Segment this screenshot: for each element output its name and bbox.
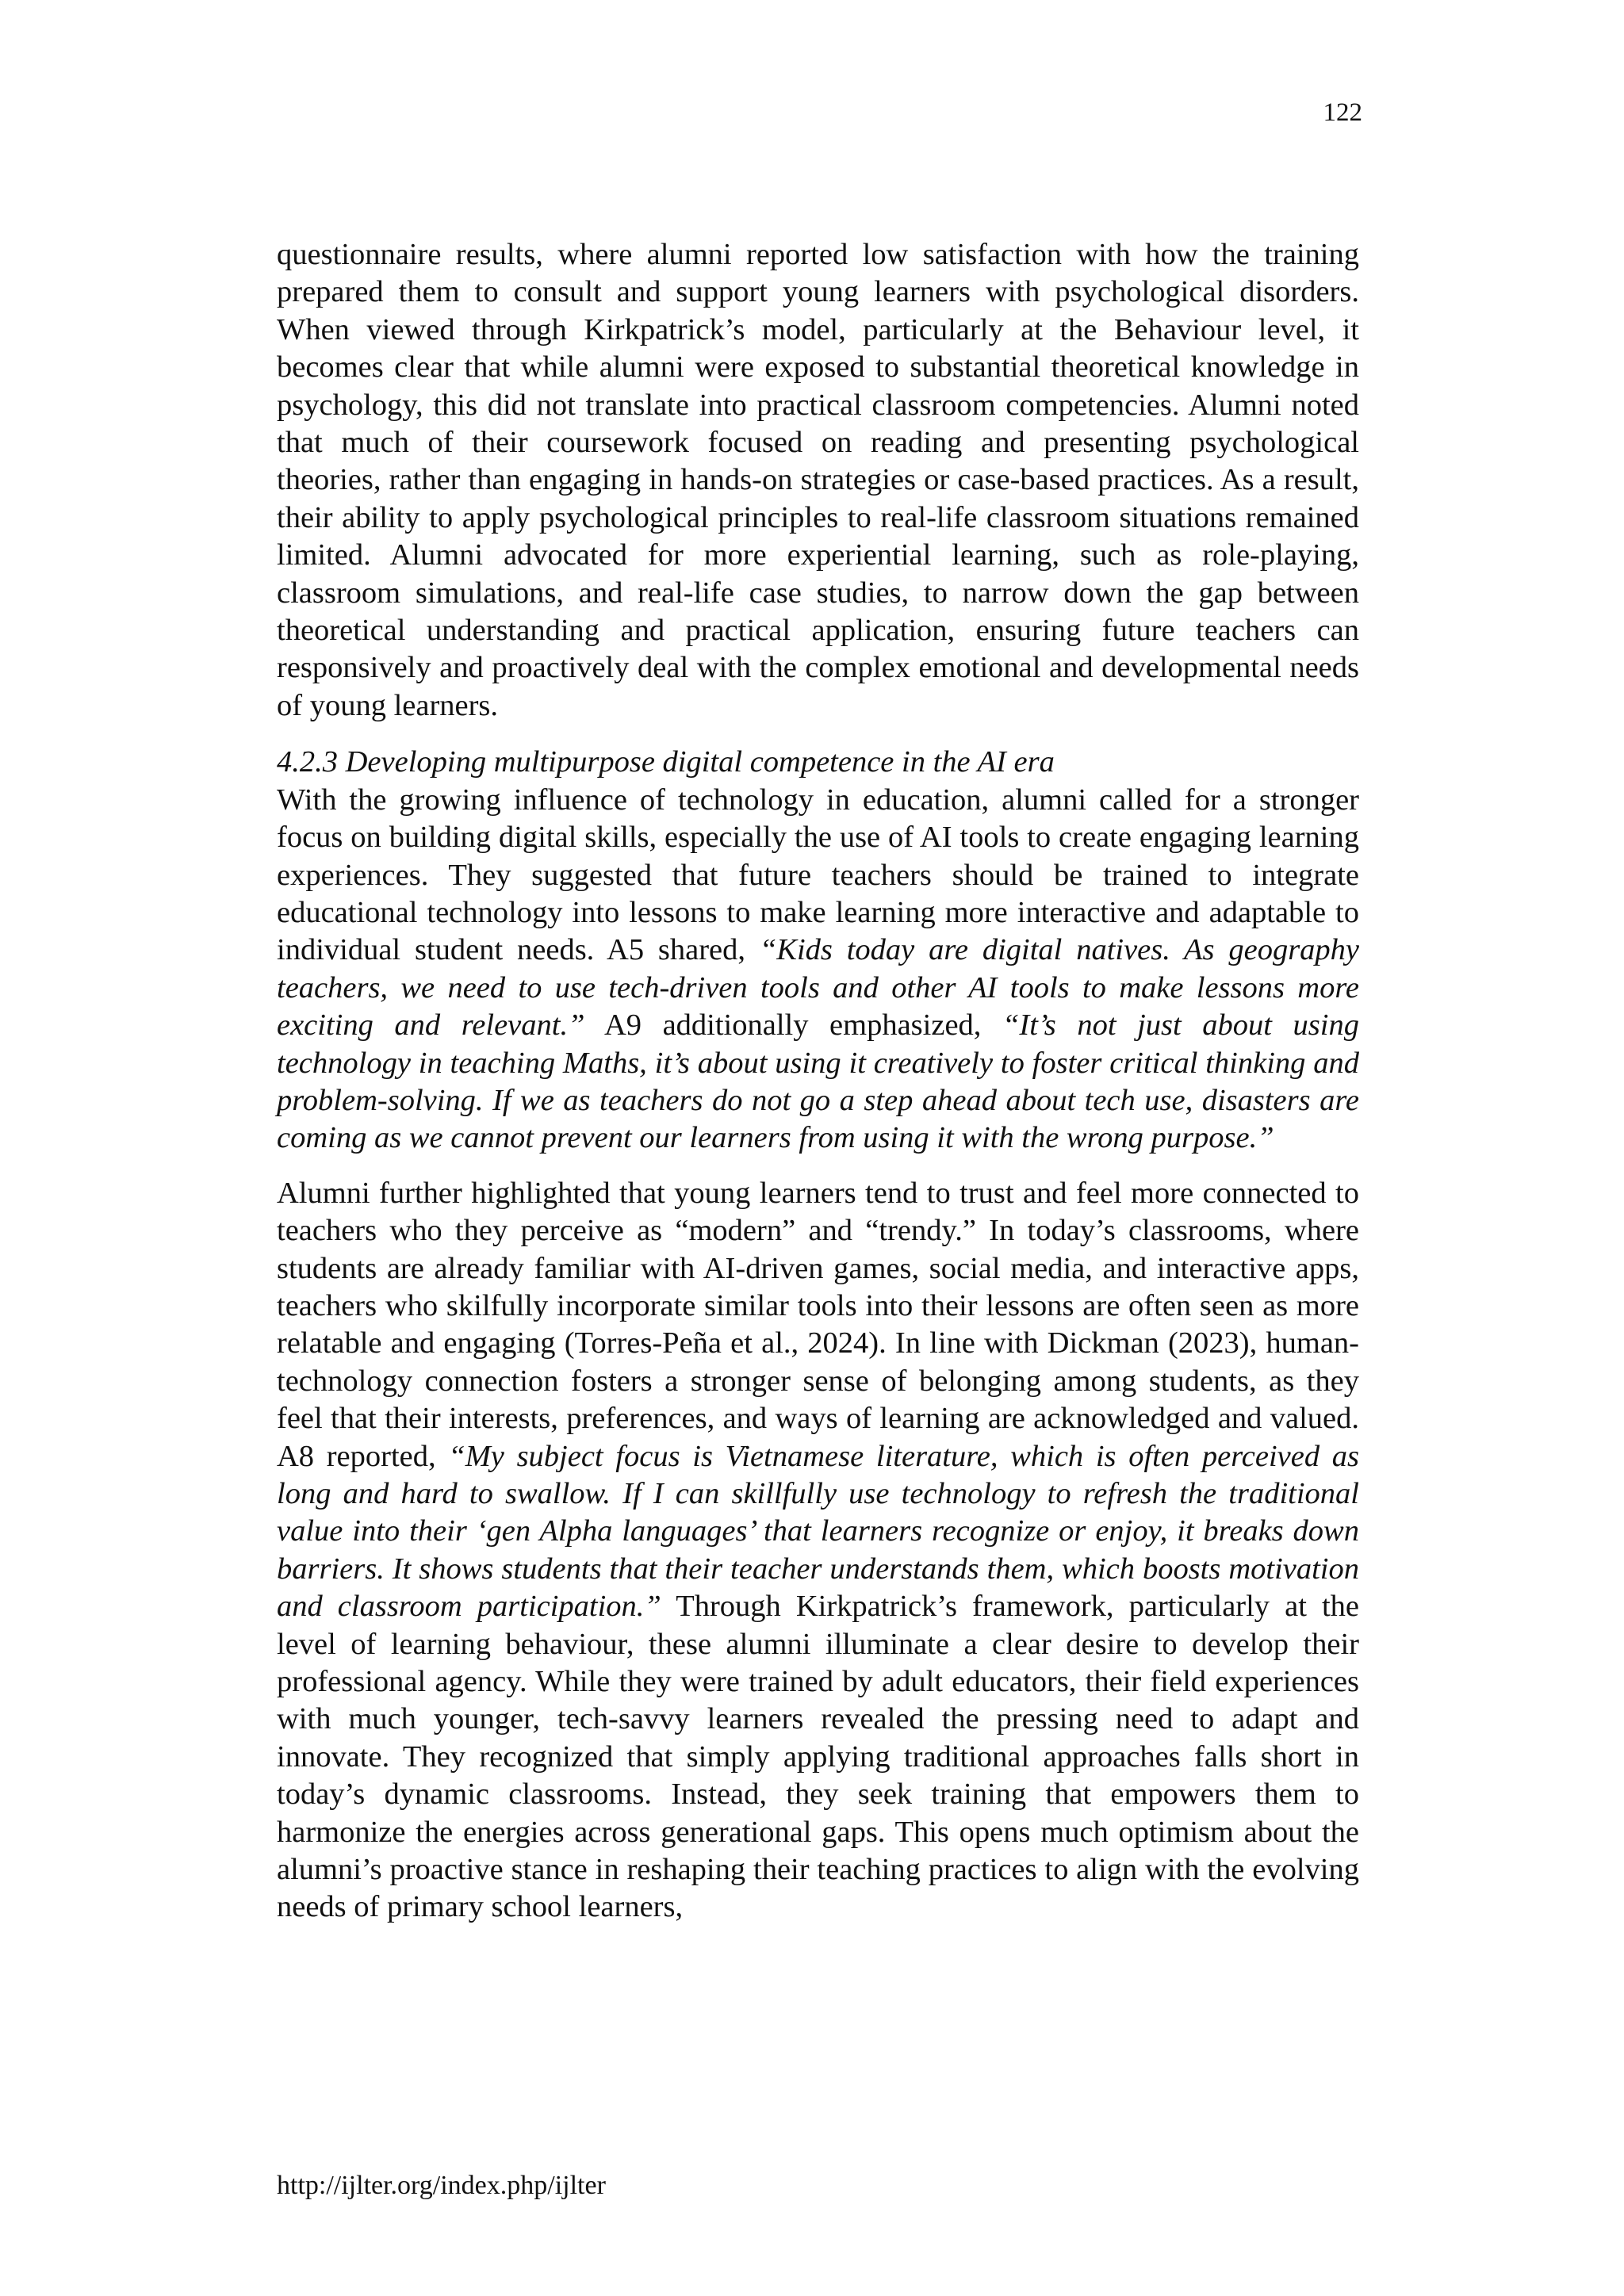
alumni-quote: “Kids today are digital natives. As geography teachers, we need to use tech-driven tools and other AI tools to make lessons more exciting and relevant.” [277, 933, 1360, 1043]
paragraph-text: Through Kirkpatrick’s framework, particularly at the level of learning behaviour, these alumni illuminate a clear desire to develop their professional agency. While they were trained by adult educators, their field experiences with much younger, tech-savvy learners revealed the pressing need to adapt and innovate. They recognized that simply applying traditional approaches falls short in today’s dynamic classrooms. Instead, they seek training that empowers them to harmonize the energies across generational gaps. This opens much optimism about the alumni’s proactive stance in reshaping their teaching practices to align with the evolving needs of primary school learners, [277, 1590, 1359, 1924]
article-body [277, 236, 1359, 1927]
body-paragraph [277, 782, 1359, 1158]
footer-url: http://ijlter.org/index.php/ijlter [277, 2171, 606, 2200]
alumni-quote: “My subject focus is Vietnamese literature, which is often perceived as long and hard to swallow. If I can skillfully use technology to refresh the traditional value into their ‘gen Alpha languages’ that learners recognize or enjoy, it breaks down barriers. It shows students that their teacher understands them, which boosts motivation and classroom participation.” [277, 1439, 1359, 1624]
paragraph-text: A9 additionally emphasized, [584, 1008, 1002, 1043]
paragraph-text: Alumni further highlighted that young learners tend to trust and feel more connected to teachers who they perceive as “modern” and “trendy.” In today’s classrooms, where students are already familiar with AI-driven games, social media, and interactive apps, teachers who skilfully incorporate similar tools into their lessons are often seen as more relatable and engaging (Torres-Peña et al., 2024). In line with Dickman (2023), human-technology connection fosters a stronger sense of belonging among students, as they feel that their interests, preferences, and ways of learning are acknowledged and valued. A8 reported, [277, 1176, 1359, 1473]
paragraph-text: questionnaire results, where alumni reported low satisfaction with how the training prepared them to consult and support young learners with psychological disorders. When viewed through Kirkpatrick’s model, particularly at the Behaviour level, it becomes clear that while alumni were exposed to substantial theoretical knowledge in psychology, this did not translate into practical classroom competencies. Alumni noted that much of their coursework focused on reading and presenting psychological theories, rather than engaging in hands-on strategies or case-based practices. As a result, their ability to apply psychological principles to real-life classroom situations remained limited. Alumni advocated for more experiential learning, such as role-playing, classroom simulations, and real-life case studies, to narrow down the gap between theoretical understanding and practical application, ensuring future teachers can responsively and proactively deal with the complex emotional and developmental needs of young learners. [277, 238, 1359, 722]
body-paragraph [277, 236, 1359, 725]
alumni-quote: “It’s not just about using technology in teaching Maths, it’s about using it creatively to foster critical thinking and problem-solving. If we as teachers do not go a step ahead about tech use, disasters are coming as we cannot prevent our learners from using it with the wrong purpose.” [277, 1008, 1359, 1155]
paragraph-text: With the growing influence of technology in education, alumni called for a stronger focus on building digital skills, especially the use of AI tools to create engaging learning experiences. They suggested that future teachers should be trained to integrate educational technology into lessons to make learning more interactive and adaptable to individual student needs. A5 shared, [277, 783, 1359, 967]
section-heading: 4.2.3 Developing multipurpose digital competence in the AI era [277, 745, 1055, 779]
body-paragraph [277, 1175, 1359, 1927]
page-number: 122 [1323, 98, 1362, 127]
